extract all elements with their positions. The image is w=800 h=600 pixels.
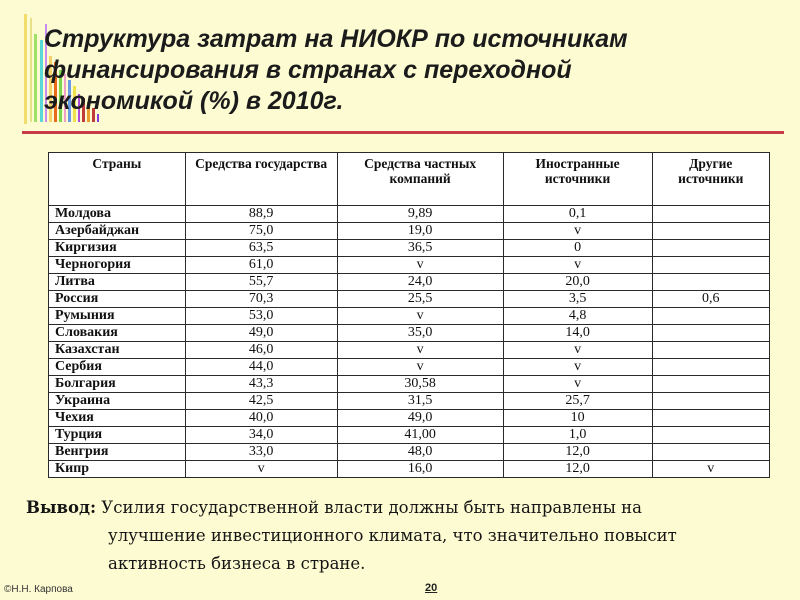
cell-country: Черногория xyxy=(49,257,186,274)
cell-foreign: 12,0 xyxy=(503,461,652,478)
cell-country: Болгария xyxy=(49,376,186,393)
header-private-funds: Средства частных компаний xyxy=(337,153,503,206)
cell-foreign: v xyxy=(503,257,652,274)
header-countries: Страны xyxy=(49,153,186,206)
cell-private: 36,5 xyxy=(337,240,503,257)
header-other-sources: Другие источники xyxy=(652,153,770,206)
table-body xyxy=(49,206,770,478)
cell-country: Чехия xyxy=(49,410,186,427)
table-row xyxy=(49,461,770,478)
cell-other xyxy=(652,359,770,376)
cell-other xyxy=(652,325,770,342)
table-row xyxy=(49,376,770,393)
cell-government: 40,0 xyxy=(185,410,337,427)
page-number: 20 xyxy=(425,582,438,594)
table-row xyxy=(49,444,770,461)
cell-foreign: 0,1 xyxy=(503,206,652,223)
table-row xyxy=(49,359,770,376)
cell-foreign: v xyxy=(503,359,652,376)
cell-private: 9,89 xyxy=(337,206,503,223)
cell-country: Кипр xyxy=(49,461,186,478)
cell-government: 61,0 xyxy=(185,257,337,274)
rnd-funding-table-container xyxy=(48,152,770,478)
title-line-1: Структура затрат на НИОКР по источникам xyxy=(44,25,628,53)
cell-other xyxy=(652,393,770,410)
table-row xyxy=(49,257,770,274)
cell-private: v xyxy=(337,257,503,274)
cell-country: Румыния xyxy=(49,308,186,325)
cell-government: 42,5 xyxy=(185,393,337,410)
cell-other xyxy=(652,410,770,427)
title-line-3: экономикой (%) в 2010г. xyxy=(44,87,344,115)
cell-private: 16,0 xyxy=(337,461,503,478)
conclusion-line-2: улучшение инвестиционного климата, что значительно повысит xyxy=(108,526,677,545)
slide-title xyxy=(44,24,784,117)
conclusion-line-3: активность бизнеса в стране. xyxy=(108,554,366,573)
cell-other xyxy=(652,308,770,325)
cell-other xyxy=(652,342,770,359)
cell-other xyxy=(652,257,770,274)
conclusion-block xyxy=(26,494,786,578)
conclusion-label: Вывод: xyxy=(26,498,97,517)
cell-government: 33,0 xyxy=(185,444,337,461)
table-row xyxy=(49,240,770,257)
cell-foreign: 1,0 xyxy=(503,427,652,444)
header-foreign-sources: Иностранные источники xyxy=(503,153,652,206)
cell-country: Литва xyxy=(49,274,186,291)
cell-government: 55,7 xyxy=(185,274,337,291)
footer-author: ©Н.Н. Карпова xyxy=(4,584,73,595)
cell-foreign: 20,0 xyxy=(503,274,652,291)
cell-country: Украина xyxy=(49,393,186,410)
cell-foreign: 3,5 xyxy=(503,291,652,308)
cell-other xyxy=(652,444,770,461)
cell-foreign: 14,0 xyxy=(503,325,652,342)
title-line-2: финансирования в странах с переходной xyxy=(44,56,572,84)
cell-other xyxy=(652,274,770,291)
cell-private: 35,0 xyxy=(337,325,503,342)
table-row xyxy=(49,274,770,291)
cell-foreign: v xyxy=(503,223,652,240)
cell-government: 53,0 xyxy=(185,308,337,325)
cell-country: Турция xyxy=(49,427,186,444)
table-row xyxy=(49,223,770,240)
header-government-funds: Средства государства xyxy=(185,153,337,206)
cell-government: 46,0 xyxy=(185,342,337,359)
cell-country: Киргизия xyxy=(49,240,186,257)
cell-private: 25,5 xyxy=(337,291,503,308)
cell-other xyxy=(652,206,770,223)
cell-private: v xyxy=(337,359,503,376)
conclusion-line-1: Усилия государственной власти должны быть направлены на xyxy=(101,498,643,517)
cell-foreign: 0 xyxy=(503,240,652,257)
cell-other xyxy=(652,427,770,444)
cell-private: 30,58 xyxy=(337,376,503,393)
cell-country: Венгрия xyxy=(49,444,186,461)
cell-government: 49,0 xyxy=(185,325,337,342)
cell-private: 41,00 xyxy=(337,427,503,444)
cell-other xyxy=(652,240,770,257)
cell-country: Азербайджан xyxy=(49,223,186,240)
cell-other xyxy=(652,376,770,393)
table-row xyxy=(49,308,770,325)
cell-government: v xyxy=(185,461,337,478)
cell-private: 49,0 xyxy=(337,410,503,427)
cell-private: 31,5 xyxy=(337,393,503,410)
cell-country: Молдова xyxy=(49,206,186,223)
cell-government: 88,9 xyxy=(185,206,337,223)
cell-other xyxy=(652,223,770,240)
cell-country: Словакия xyxy=(49,325,186,342)
cell-foreign: 12,0 xyxy=(503,444,652,461)
cell-private: v xyxy=(337,308,503,325)
cell-government: 44,0 xyxy=(185,359,337,376)
cell-foreign: v xyxy=(503,342,652,359)
table-row xyxy=(49,393,770,410)
table-row xyxy=(49,325,770,342)
title-divider xyxy=(22,131,784,134)
cell-private: 24,0 xyxy=(337,274,503,291)
cell-foreign: 4,8 xyxy=(503,308,652,325)
cell-country: Казахстан xyxy=(49,342,186,359)
table-row xyxy=(49,427,770,444)
cell-government: 75,0 xyxy=(185,223,337,240)
cell-other: 0,6 xyxy=(652,291,770,308)
cell-other: v xyxy=(652,461,770,478)
cell-private: v xyxy=(337,342,503,359)
cell-foreign: 25,7 xyxy=(503,393,652,410)
cell-country: Сербия xyxy=(49,359,186,376)
table-row xyxy=(49,342,770,359)
cell-private: 19,0 xyxy=(337,223,503,240)
table-row xyxy=(49,206,770,223)
rnd-funding-table xyxy=(48,152,770,478)
table-row xyxy=(49,410,770,427)
cell-government: 34,0 xyxy=(185,427,337,444)
cell-foreign: 10 xyxy=(503,410,652,427)
cell-country: Россия xyxy=(49,291,186,308)
table-row xyxy=(49,291,770,308)
cell-government: 63,5 xyxy=(185,240,337,257)
cell-private: 48,0 xyxy=(337,444,503,461)
cell-foreign: v xyxy=(503,376,652,393)
table-header-row xyxy=(49,153,770,206)
cell-government: 43,3 xyxy=(185,376,337,393)
cell-government: 70,3 xyxy=(185,291,337,308)
